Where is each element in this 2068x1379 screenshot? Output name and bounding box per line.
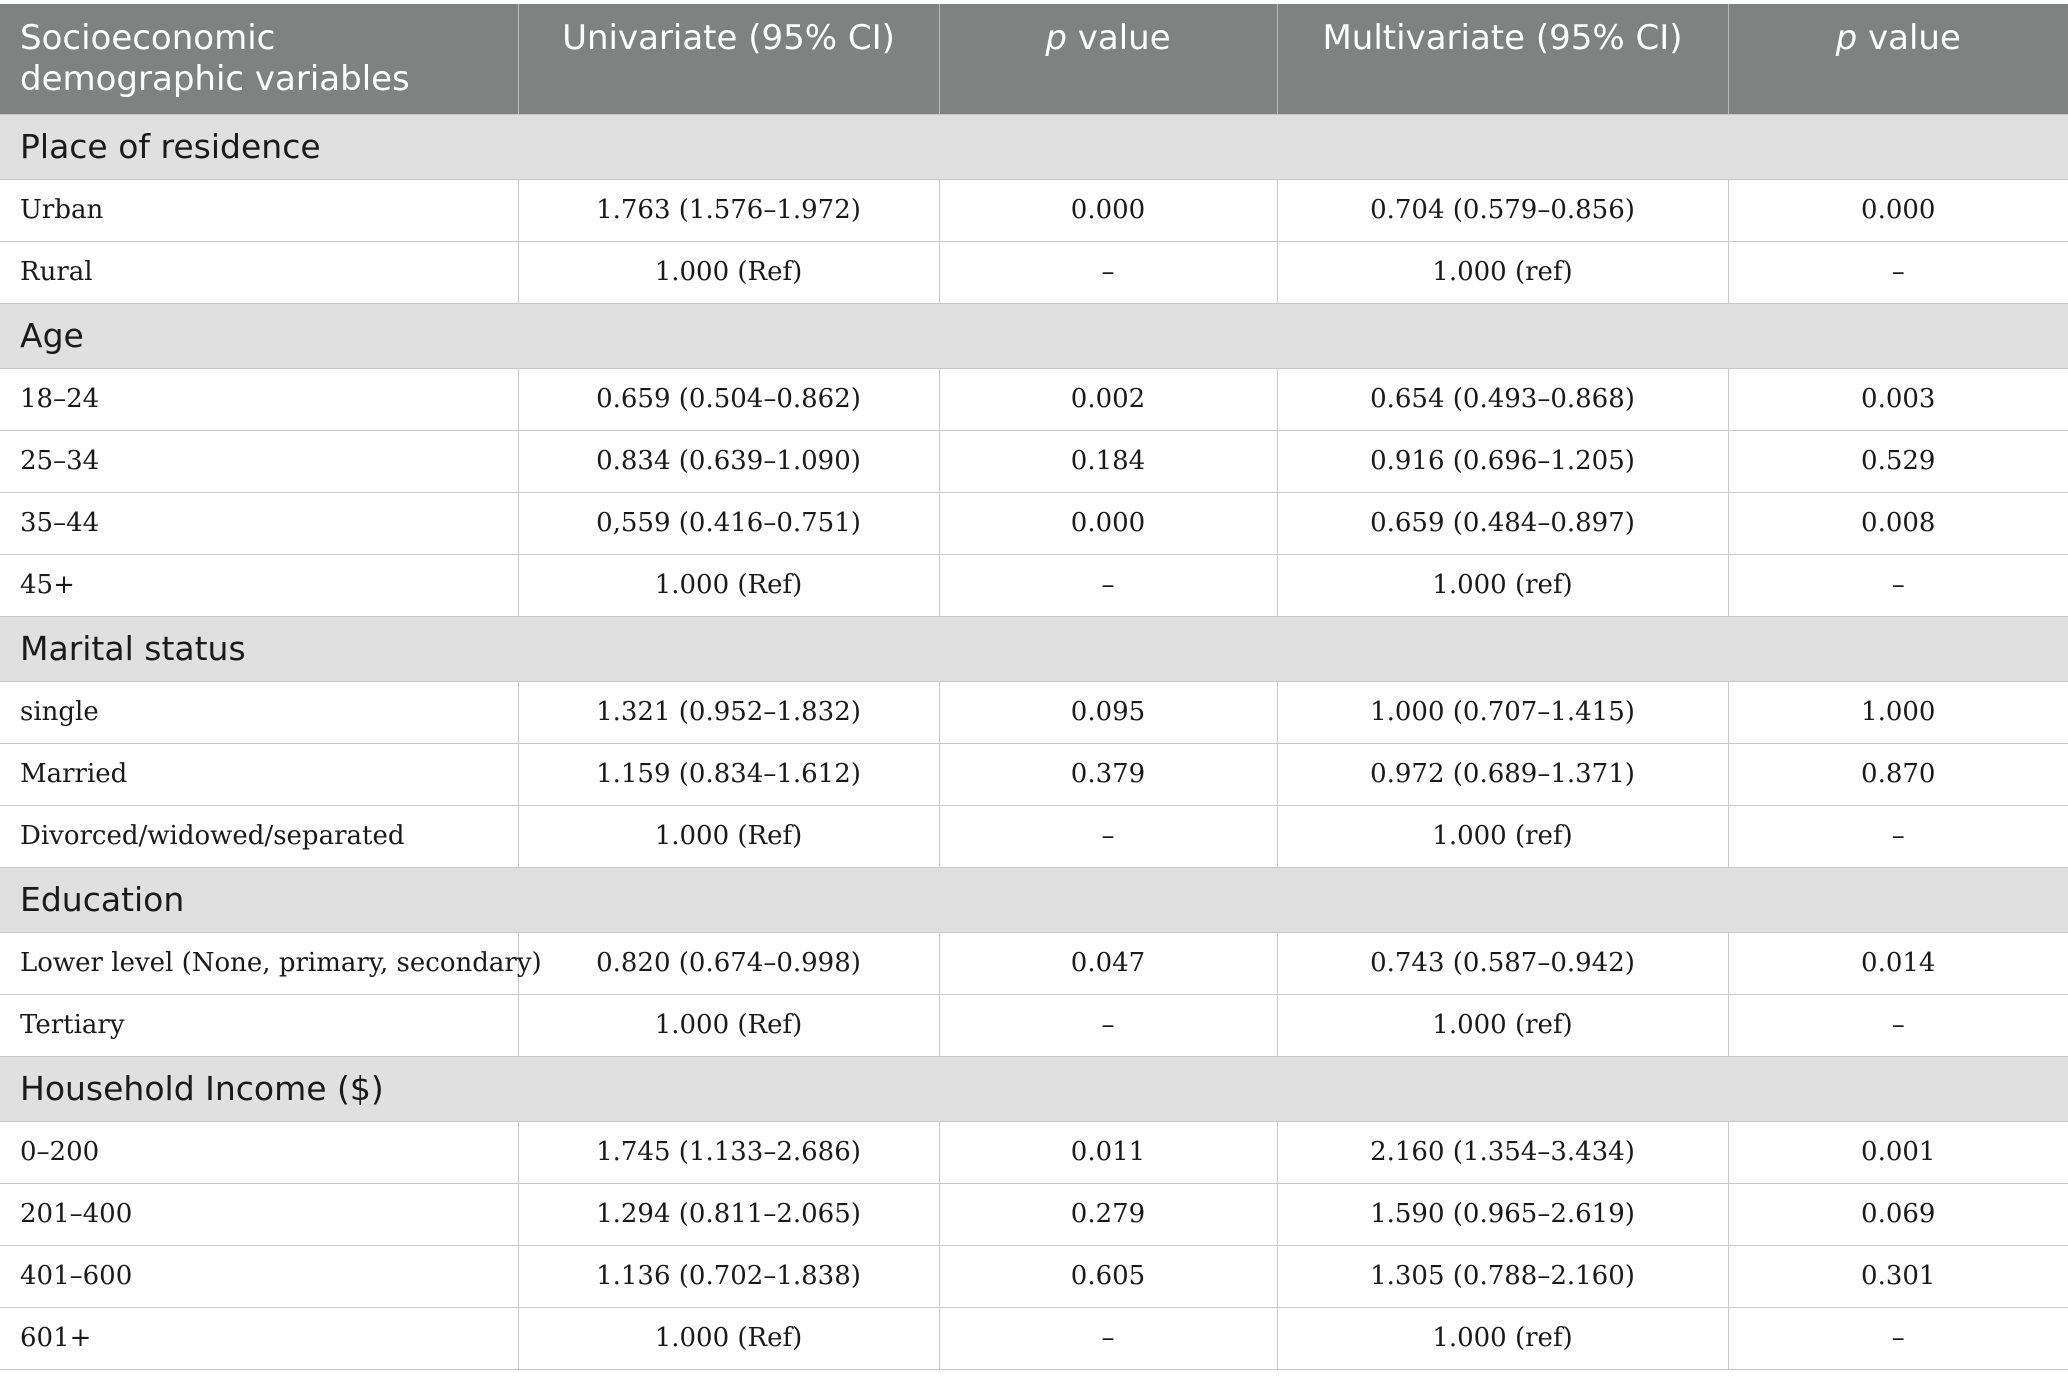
- section-title: Household Income ($): [0, 1056, 2068, 1121]
- cell-variable: 601+: [0, 1307, 518, 1369]
- section-title: Marital status: [0, 616, 2068, 681]
- cell-p-value-multivariate: 0.301: [1728, 1245, 2068, 1307]
- cell-multivariate: 0.704 (0.579–0.856): [1277, 179, 1728, 241]
- cell-p-value-multivariate: 0.008: [1728, 492, 2068, 554]
- section-row: [0, 303, 2068, 368]
- cell-variable: 0–200: [0, 1121, 518, 1183]
- section-title: Place of residence: [0, 114, 2068, 179]
- cell-multivariate: 0.916 (0.696–1.205): [1277, 430, 1728, 492]
- table-row: [0, 430, 2068, 492]
- cell-variable: 35–44: [0, 492, 518, 554]
- cell-multivariate: 0.743 (0.587–0.942): [1277, 932, 1728, 994]
- cell-univariate: 0,559 (0.416–0.751): [518, 492, 939, 554]
- cell-multivariate: 2.160 (1.354–3.434): [1277, 1121, 1728, 1183]
- section-row: [0, 114, 2068, 179]
- cell-univariate: 1.000 (Ref): [518, 1307, 939, 1369]
- cell-variable: 45+: [0, 554, 518, 616]
- table-row: [0, 368, 2068, 430]
- header-p-suffix: value: [1857, 18, 1961, 58]
- header-p-value-multivariate: [1728, 4, 2068, 114]
- header-univariate: Univariate (95% CI): [518, 4, 939, 114]
- cell-p-value-univariate: –: [939, 241, 1277, 303]
- cell-univariate: 1.294 (0.811–2.065): [518, 1183, 939, 1245]
- cell-p-value-univariate: 0.605: [939, 1245, 1277, 1307]
- cell-p-value-multivariate: 1.000: [1728, 681, 2068, 743]
- header-p-value-univariate: [939, 4, 1277, 114]
- table-row: [0, 241, 2068, 303]
- cell-p-value-univariate: 0.047: [939, 932, 1277, 994]
- cell-variable: 401–600: [0, 1245, 518, 1307]
- cell-variable: Lower level (None, primary, secondary): [0, 932, 518, 994]
- cell-p-value-multivariate: 0.001: [1728, 1121, 2068, 1183]
- cell-variable: Married: [0, 743, 518, 805]
- table-body: [0, 114, 2068, 1369]
- cell-variable: 18–24: [0, 368, 518, 430]
- table-row: [0, 805, 2068, 867]
- header-p-suffix: value: [1066, 18, 1171, 58]
- cell-univariate: 1.745 (1.133–2.686): [518, 1121, 939, 1183]
- cell-univariate: 1.321 (0.952–1.832): [518, 681, 939, 743]
- regression-table: [0, 4, 2068, 1370]
- cell-p-value-multivariate: 0.000: [1728, 179, 2068, 241]
- table-row: [0, 994, 2068, 1056]
- section-row: [0, 616, 2068, 681]
- cell-p-value-multivariate: –: [1728, 805, 2068, 867]
- table-row: [0, 1121, 2068, 1183]
- cell-p-value-multivariate: –: [1728, 554, 2068, 616]
- cell-p-value-multivariate: –: [1728, 994, 2068, 1056]
- header-row: [0, 4, 2068, 114]
- cell-p-value-multivariate: 0.870: [1728, 743, 2068, 805]
- cell-variable: Urban: [0, 179, 518, 241]
- table-row: [0, 681, 2068, 743]
- cell-univariate: 1.000 (Ref): [518, 994, 939, 1056]
- table-row: [0, 932, 2068, 994]
- cell-variable: Rural: [0, 241, 518, 303]
- cell-p-value-multivariate: –: [1728, 1307, 2068, 1369]
- cell-p-value-univariate: 0.000: [939, 492, 1277, 554]
- table-row: [0, 492, 2068, 554]
- cell-univariate: 1.000 (Ref): [518, 554, 939, 616]
- cell-univariate: 1.159 (0.834–1.612): [518, 743, 939, 805]
- section-row: [0, 867, 2068, 932]
- cell-multivariate: 1.000 (ref): [1277, 1307, 1728, 1369]
- cell-univariate: 0.659 (0.504–0.862): [518, 368, 939, 430]
- cell-p-value-multivariate: 0.529: [1728, 430, 2068, 492]
- cell-p-value-univariate: 0.011: [939, 1121, 1277, 1183]
- cell-univariate: 1.136 (0.702–1.838): [518, 1245, 939, 1307]
- cell-variable: Tertiary: [0, 994, 518, 1056]
- header-variables: Socioeconomic demographic variables: [0, 4, 518, 114]
- header-p-italic: p: [1045, 18, 1067, 58]
- table-row: [0, 1183, 2068, 1245]
- cell-variable: Divorced/widowed/separated: [0, 805, 518, 867]
- cell-univariate: 1.000 (Ref): [518, 241, 939, 303]
- table-row: [0, 743, 2068, 805]
- cell-p-value-univariate: 0.002: [939, 368, 1277, 430]
- cell-p-value-multivariate: 0.069: [1728, 1183, 2068, 1245]
- cell-multivariate: 1.000 (ref): [1277, 241, 1728, 303]
- cell-univariate: 0.834 (0.639–1.090): [518, 430, 939, 492]
- cell-variable: single: [0, 681, 518, 743]
- cell-univariate: 1.000 (Ref): [518, 805, 939, 867]
- cell-variable: 25–34: [0, 430, 518, 492]
- cell-multivariate: 0.972 (0.689–1.371): [1277, 743, 1728, 805]
- cell-p-value-univariate: 0.279: [939, 1183, 1277, 1245]
- cell-univariate: 0.820 (0.674–0.998): [518, 932, 939, 994]
- cell-p-value-multivariate: –: [1728, 241, 2068, 303]
- cell-p-value-univariate: 0.095: [939, 681, 1277, 743]
- cell-multivariate: 0.654 (0.493–0.868): [1277, 368, 1728, 430]
- table-row: [0, 179, 2068, 241]
- cell-variable: 201–400: [0, 1183, 518, 1245]
- cell-p-value-univariate: 0.000: [939, 179, 1277, 241]
- section-title: Age: [0, 303, 2068, 368]
- cell-multivariate: 1.590 (0.965–2.619): [1277, 1183, 1728, 1245]
- cell-p-value-univariate: –: [939, 805, 1277, 867]
- cell-p-value-multivariate: 0.014: [1728, 932, 2068, 994]
- cell-p-value-univariate: –: [939, 994, 1277, 1056]
- table-row: [0, 1307, 2068, 1369]
- header-multivariate: Multivariate (95% CI): [1277, 4, 1728, 114]
- cell-p-value-multivariate: 0.003: [1728, 368, 2068, 430]
- section-title: Education: [0, 867, 2068, 932]
- cell-multivariate: 0.659 (0.484–0.897): [1277, 492, 1728, 554]
- cell-multivariate: 1.000 (0.707–1.415): [1277, 681, 1728, 743]
- table-row: [0, 554, 2068, 616]
- header-p-italic: p: [1835, 18, 1858, 58]
- cell-multivariate: 1.305 (0.788–2.160): [1277, 1245, 1728, 1307]
- cell-p-value-univariate: 0.379: [939, 743, 1277, 805]
- section-row: [0, 1056, 2068, 1121]
- table-header: [0, 4, 2068, 114]
- regression-table-container: [0, 4, 2068, 1370]
- cell-p-value-univariate: –: [939, 1307, 1277, 1369]
- cell-multivariate: 1.000 (ref): [1277, 554, 1728, 616]
- cell-multivariate: 1.000 (ref): [1277, 805, 1728, 867]
- cell-p-value-univariate: –: [939, 554, 1277, 616]
- cell-multivariate: 1.000 (ref): [1277, 994, 1728, 1056]
- cell-univariate: 1.763 (1.576–1.972): [518, 179, 939, 241]
- cell-p-value-univariate: 0.184: [939, 430, 1277, 492]
- table-row: [0, 1245, 2068, 1307]
